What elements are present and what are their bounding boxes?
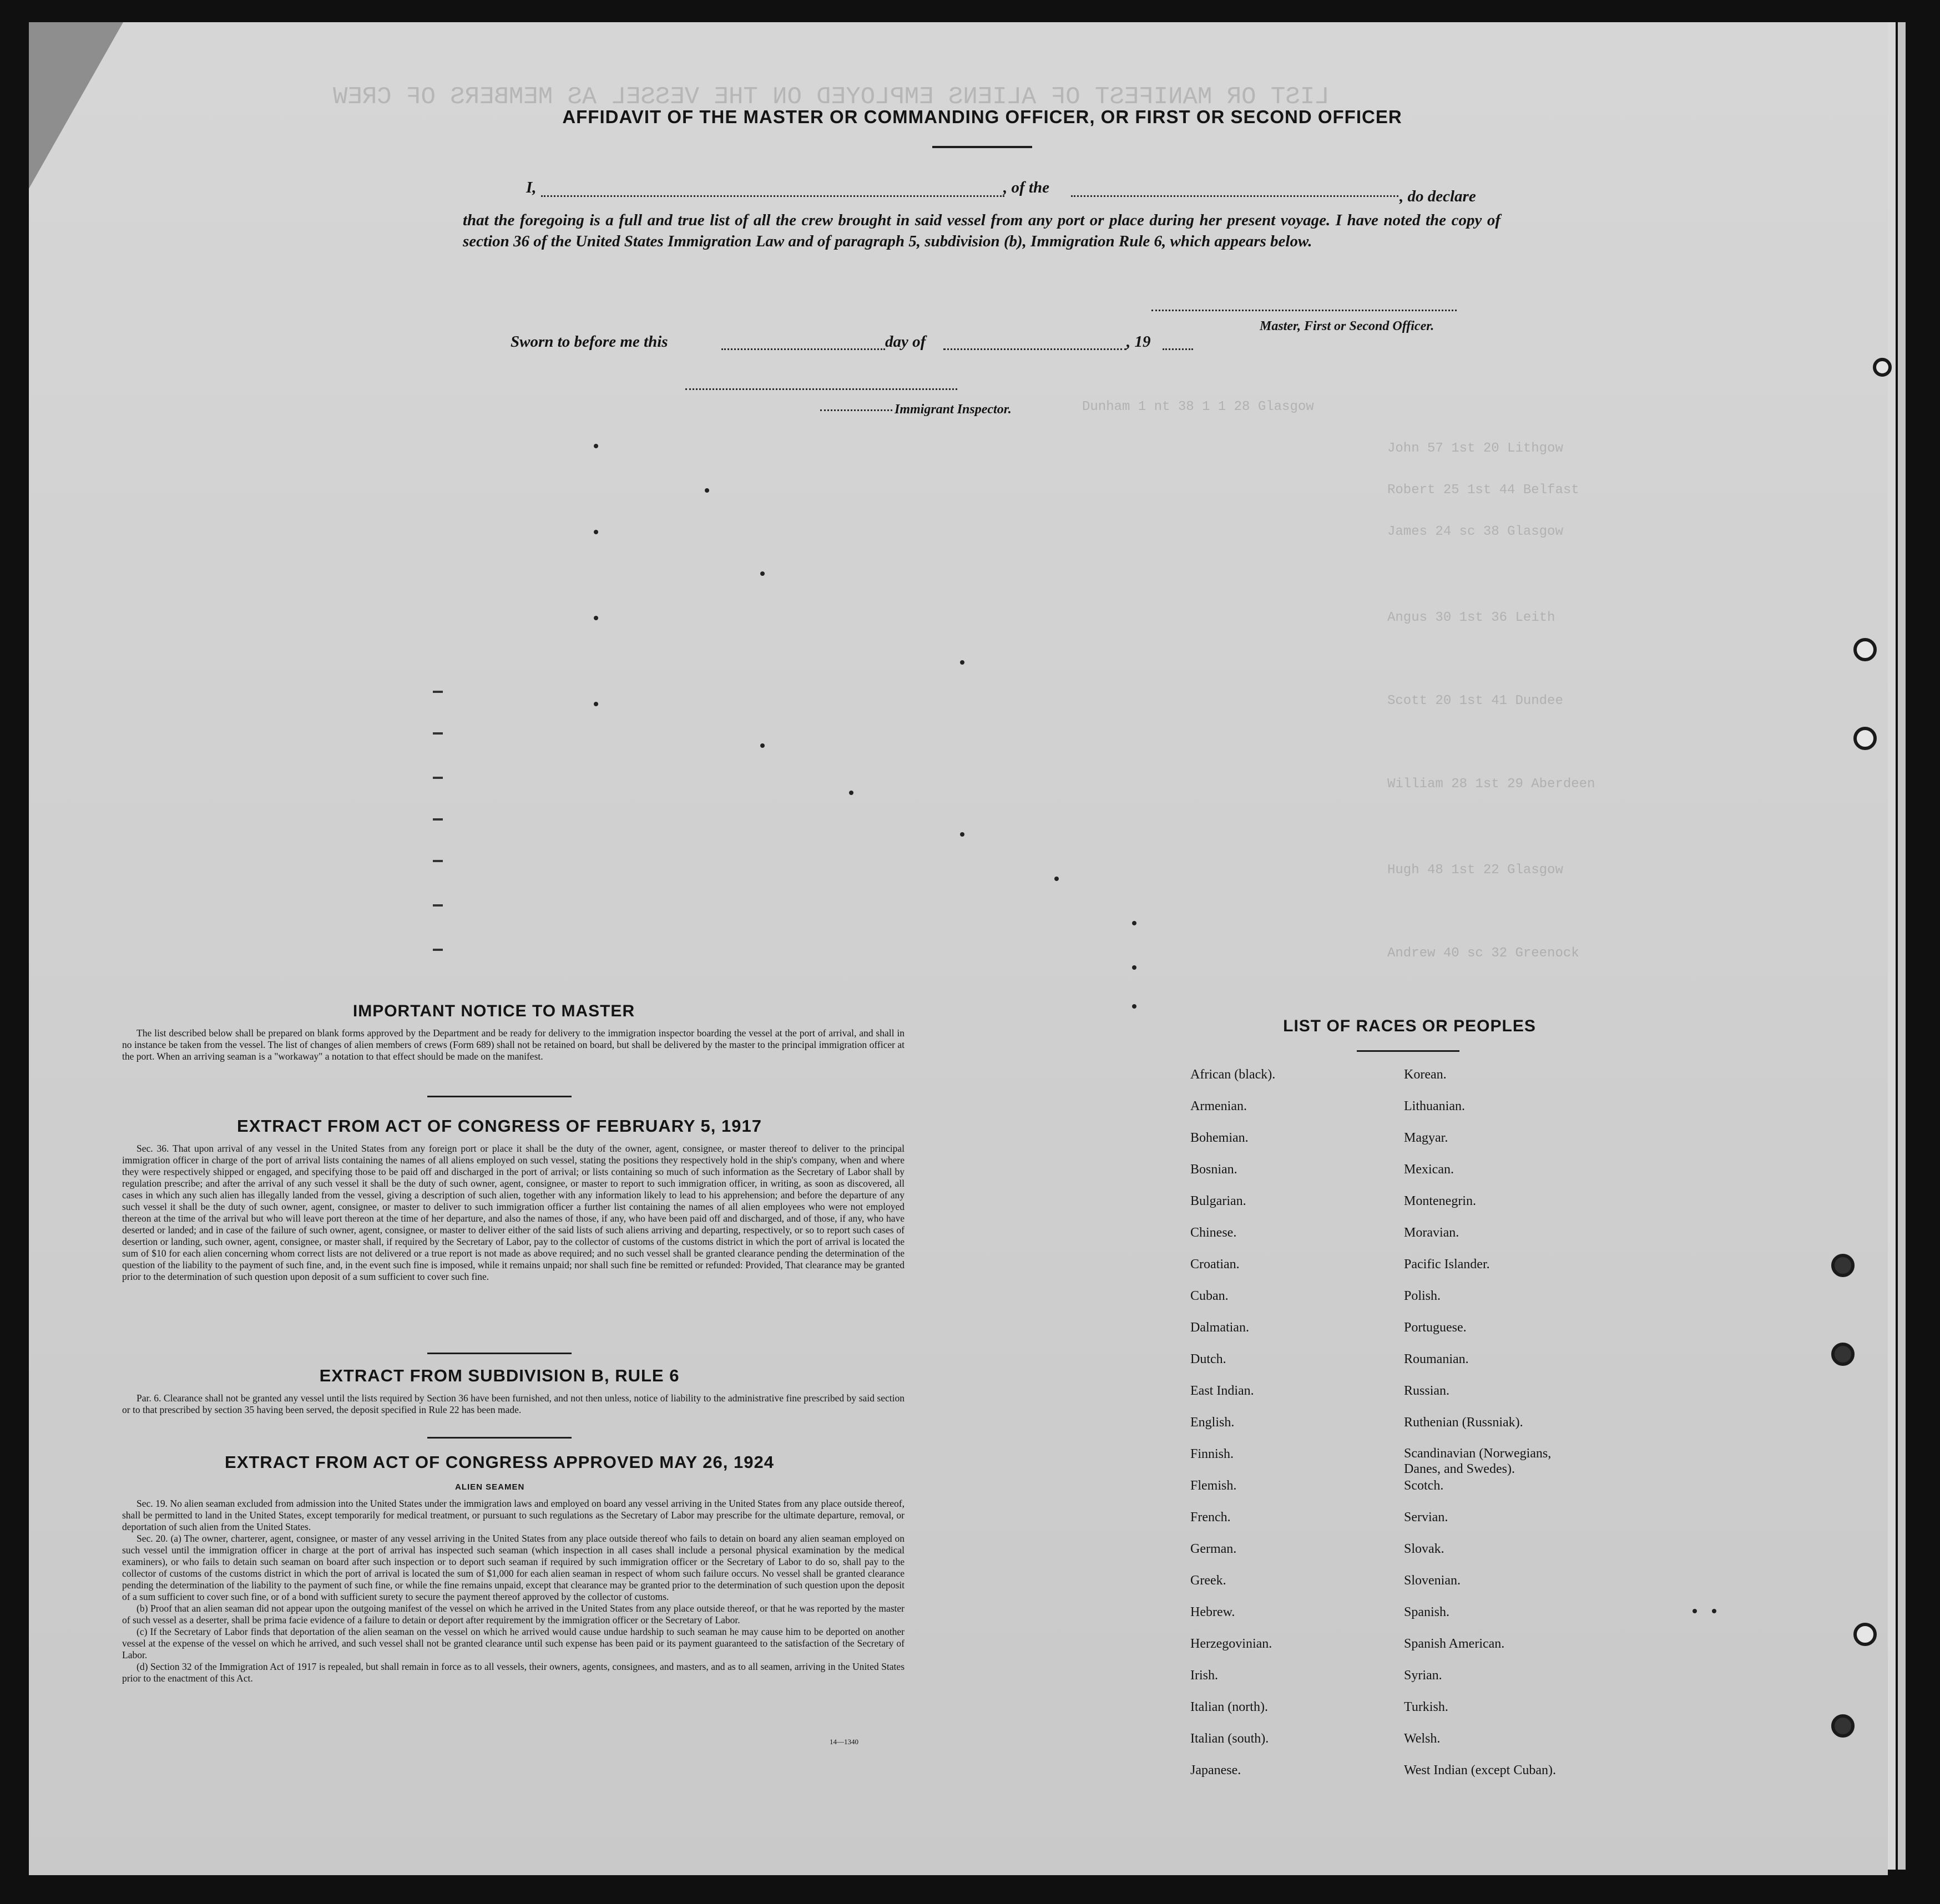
race-item: Bulgarian. [1190, 1194, 1246, 1208]
race-item: Mexican. [1404, 1162, 1454, 1177]
i-label: I, [526, 179, 537, 196]
race-item: Spanish. [1404, 1605, 1450, 1619]
race-item: Ruthenian (Russniak). [1404, 1415, 1523, 1430]
race-item: Scandinavian (Norwegians, Danes, and Swedes). [1404, 1446, 1552, 1476]
act-1924-text [122, 1498, 905, 1684]
inspector-caption: Immigrant Inspector. [895, 402, 1012, 417]
notice-text [122, 1027, 905, 1062]
race-item: West Indian (except Cuban). [1404, 1763, 1556, 1778]
race-item: Roumanian. [1404, 1352, 1469, 1366]
sworn-day-line[interactable] [721, 348, 885, 350]
race-item: Lithuanian. [1404, 1099, 1465, 1113]
race-item: Magyar. [1404, 1131, 1448, 1145]
race-item: Portuguese. [1404, 1320, 1467, 1335]
race-item: German. [1190, 1542, 1237, 1556]
race-item: Korean. [1404, 1067, 1447, 1082]
sworn-year-line[interactable] [1163, 348, 1193, 350]
act-1924-subtitle: ALIEN SEAMEN [455, 1482, 525, 1492]
signature-caption: Master, First or Second Officer. [1260, 319, 1434, 333]
race-item: Finnish. [1190, 1447, 1234, 1461]
race-item: Chinese. [1190, 1226, 1237, 1240]
do-declare-label: , do declare [1400, 188, 1476, 205]
race-item: Japanese. [1190, 1763, 1241, 1778]
race-item: Cuban. [1190, 1289, 1229, 1303]
race-item: Syrian. [1404, 1668, 1442, 1683]
race-item: English. [1190, 1415, 1235, 1430]
sworn-month-line[interactable] [943, 348, 1126, 350]
race-item: Bohemian. [1190, 1131, 1249, 1145]
notice-rule [427, 1096, 572, 1097]
races-title-rule [1357, 1050, 1459, 1052]
race-item: Spanish American. [1404, 1637, 1505, 1651]
sworn-label: Sworn to before me this [511, 333, 668, 351]
race-item: Montenegrin. [1404, 1194, 1476, 1208]
punch-hole [1853, 1623, 1877, 1646]
race-item: Dalmatian. [1190, 1320, 1249, 1335]
race-item: Greek. [1190, 1573, 1226, 1588]
rule6-text [122, 1392, 905, 1416]
race-item: Slovak. [1404, 1542, 1444, 1556]
affidavit-title-rule [932, 146, 1032, 148]
punch-hole [1831, 1343, 1855, 1366]
affidavit-title: AFFIDAVIT OF THE MASTER OR COMMANDING OFFICER, OR FIRST OR SECOND OFFICER [562, 107, 1402, 127]
day-of-label: day of [885, 333, 926, 351]
inspector-caption-lead [820, 409, 892, 411]
race-item: Armenian. [1190, 1099, 1247, 1113]
inspector-signature-line[interactable] [685, 388, 957, 390]
race-item: Welsh. [1404, 1731, 1441, 1746]
punch-hole [1853, 727, 1877, 750]
notice-title: IMPORTANT NOTICE TO MASTER [352, 1002, 635, 1020]
act-1924-title: EXTRACT FROM ACT OF CONGRESS APPROVED MAY 26, 1924 [225, 1452, 774, 1472]
race-item: Dutch. [1190, 1352, 1226, 1366]
punch-hole [1831, 1254, 1855, 1277]
sec-36-paragraph: Sec. 36. That upon arrival of any vessel in the United States from any foreign port or place it shall be the duty of the owner, agent, consignee, or master thereof to deliver to the principal immigration officer in charge of the port of arrival lists containing the names of all aliens employed on such vessel, stating the positions they respectively hold in the ship's company, when and where they were respectively shipped or engaged, and specifying those to be paid off and discharged in the port of arrival; or lists containing so much of such information as the Secretary of Labor shall by regulation prescribe; and after the arrival of any such vessel it shall be the duty of such owner, agent, consignee, or master to report to such immigration officer, in writing, as soon as discovered, all cases in which any such alien has illegally landed from the vessel, giving a description of such alien, together with any information likely to lead to his apprehension; and before the departure of any such vessel it shall be the duty of such owner, agent, consignee, or master to deliver to such immigration officer a further list containing the names of all alien employees who were not employed thereon at the time of the arrival but who will leave port thereon at the time of her departure, and also the names of those, if any, who have been paid off and discharged, and of those, if any, who have deserted or landed; and in case of the failure of such owner, agent, consignee, or master to deliver either of the said lists of such aliens arriving and departing, respectively, or so to report such cases of desertion or landing, such owner, agent, consignee, or master shall, if required by the Secretary of Labor, pay to the collector of customs of the customs district in which the port of arrival is located the sum of $10 for each alien concerning whom correct lists are not delivered or a true report is not made as above required; and no such vessel shall be granted clearance pending the determination of the question of the liability to the payment of such fine, and, in the event such fine is imposed, while it remains unpaid; nor shall such fine be remitted or refunded: Provided, That clearance may be granted prior to the determination of such question upon deposit of a sum sufficient to cover such fine. [122, 1143, 905, 1282]
year-prefix: , 19 [1126, 333, 1151, 351]
races-left-column [1190, 1066, 1275, 1794]
race-item: Scotch. [1404, 1478, 1444, 1493]
sec-20d-paragraph: (d) Section 32 of the Immigration Act of 1917 is repealed, but shall remain in force as to all vessels, their owners, agents, consignees, and masters, and as to all seamen, arriving in the United States prior to the enactment of this Act. [122, 1661, 905, 1684]
act-1917-rule [427, 1353, 572, 1354]
sec-19-paragraph: Sec. 19. No alien seaman excluded from admission into the United States under the immigration laws and employed on board any vessel arriving in the United States from any place outside thereof, shall be permitted to land in the United States, except temporarily for medical treatment, or pursuant to such regulations as the Secretary of Labor may prescribe for the ultimate departure, removal, or deportation of such alien from the United States. [122, 1498, 905, 1532]
name-line[interactable] [541, 195, 1004, 197]
race-item: Flemish. [1190, 1478, 1237, 1493]
of-the-label: , of the [1003, 179, 1049, 196]
rule6-title: EXTRACT FROM SUBDIVISION B, RULE 6 [319, 1366, 680, 1385]
race-item: Herzegovinian. [1190, 1637, 1272, 1651]
vessel-line[interactable] [1071, 195, 1398, 197]
race-item: Hebrew. [1190, 1605, 1235, 1619]
declaration-text: that the foregoing is a full and true list of all the crew brought in said vessel from any port or place during her present voyage. I have noted the copy of section 36 of the United States Immigration Law and of paragraph 5, subdivision (b), Immigration Rule 6, which appears below. [463, 211, 1501, 250]
punch-hole [1831, 1714, 1855, 1738]
race-item: Servian. [1404, 1510, 1448, 1525]
punch-hole [1853, 638, 1877, 661]
race-item: Croatian. [1190, 1257, 1240, 1272]
right-page-edge [1888, 22, 1896, 1870]
race-item: Russian. [1404, 1384, 1450, 1398]
sec-20a-paragraph: Sec. 20. (a) The owner, charterer, agent, consignee, or master of any vessel arriving in the United States from any place outside thereof who fails to detain on board any alien seaman employed on such vessel until the immigration officer in charge at the port of arrival has inspected such seaman (which inspection in all cases shall include a personal physical examination by the medical examiners), or who fails to detain such seaman on board after such inspection or to deport such seaman if required by such immigration officer or the Secretary of Labor to do so, shall pay to the collector of customs of the customs district in which the port of arrival is located the sum of $1,000 for each alien seaman in respect of whom such failure occurs. No vessel shall be granted clearance pending the determination of the liability to the payment of such fine, or while the fine remains unpaid, except that clearance may be granted prior to the determination of such question upon the deposit of a sum sufficient to cover such fine, or of a bond with sufficient surety to secure the payment thereof approved by the collector of customs. [122, 1533, 905, 1602]
act-1917-title: EXTRACT FROM ACT OF CONGRESS OF FEBRUARY 5, 1917 [237, 1116, 762, 1136]
rule6-paragraph: Par. 6. Clearance shall not be granted any vessel until the lists required by Section 36 have been furnished, and not then unless, notice of liability to the administrative fine prescribed by said section or to that prescribed by section 35 having been served, the deposit specified in Rule 22 has been made. [122, 1392, 905, 1415]
race-item: Slovenian. [1404, 1573, 1461, 1588]
race-item: African (black). [1190, 1067, 1276, 1082]
race-item: Italian (south). [1190, 1731, 1269, 1746]
race-item: Bosnian. [1190, 1162, 1237, 1177]
race-item: Italian (north). [1190, 1700, 1268, 1714]
race-item: East Indian. [1190, 1384, 1254, 1398]
act-1917-text [122, 1143, 905, 1283]
rule6-rule [427, 1437, 572, 1439]
race-item: Pacific Islander. [1404, 1257, 1490, 1272]
folded-corner [29, 22, 123, 189]
races-right-column [1404, 1066, 1582, 1794]
sec-20b-paragraph: (b) Proof that an alien seaman did not appear upon the outgoing manifest of the vessel on which he arrived in the United States from any place outside thereof, or that he was reported by the master of such vessel as a deserter, shall be prima facie evidence of a failure to detain or deport after requirement by the immigration officer or the Secretary of Labor. [122, 1603, 905, 1626]
race-item: Polish. [1404, 1289, 1441, 1303]
form-number: 14—1340 [830, 1738, 858, 1746]
notice-paragraph: The list described below shall be prepared on blank forms approved by the Department and be ready for delivery to the immigration inspector boarding the vessel at the port of arrival, and shall in no instance be taken from the vessel. The list of changes of alien members of crews (Form 689) shall not be retained on board, but shall be delivered by the master to the principal immigration officer at the port. When an arriving seaman is a "workaway" a notation to that effect should be made on the manifest. [122, 1027, 905, 1062]
race-item: Turkish. [1404, 1700, 1448, 1714]
race-item: French. [1190, 1510, 1231, 1525]
punch-hole [1873, 358, 1892, 377]
right-page-edge-2 [1898, 22, 1906, 1870]
races-title: LIST OF RACES OR PEOPLES [1283, 1017, 1536, 1035]
race-item: Irish. [1190, 1668, 1218, 1683]
race-item: Moravian. [1404, 1226, 1459, 1240]
signature-line[interactable] [1151, 310, 1457, 311]
sec-20c-paragraph: (c) If the Secretary of Labor finds that deportation of the alien seaman on the vessel on which he arrived would cause undue hardship to such seaman he may cause him to be deported on another vessel at the expense of the vessel on which he arrived, and such vessel shall not be granted clearance until such expense has been paid or its payment guaranteed to the satisfaction of the Secretary of Labor. [122, 1626, 905, 1660]
